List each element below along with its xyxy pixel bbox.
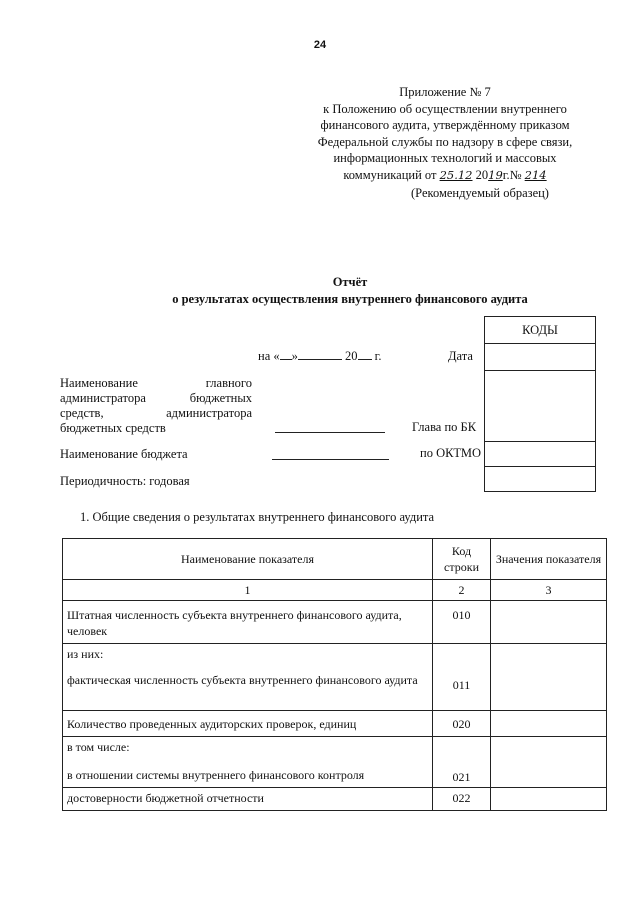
row-name: достоверности бюджетной отчетности xyxy=(63,788,433,811)
handwritten-year: 19 xyxy=(488,167,503,182)
year-suffix: г. xyxy=(374,349,382,363)
date-prefix: на « xyxy=(258,349,280,363)
handwritten-date: 25.12 xyxy=(439,167,473,182)
appendix-line: Приложение № 7 xyxy=(399,85,491,99)
table-row xyxy=(63,601,607,644)
header-indicator-name: Наименование показателя xyxy=(63,539,433,580)
appendix-block xyxy=(280,84,610,183)
year-blank xyxy=(358,359,372,360)
org-name-line: администратора бюджетных xyxy=(60,391,252,405)
column-number: 1 xyxy=(63,580,433,601)
appendix-last-line xyxy=(280,167,610,184)
appendix-line: финансового аудита, утверждённому приказом xyxy=(320,118,570,132)
row-name-pre: из них: xyxy=(67,647,104,661)
row-name: фактическая численность субъекта внутреннего финансового аудита xyxy=(67,673,418,687)
column-number: 2 xyxy=(433,580,491,601)
org-name-blank xyxy=(275,432,385,433)
org-name-line: Наименование главного xyxy=(60,376,252,390)
report-date-line xyxy=(258,349,381,364)
row-name-pre: в том числе: xyxy=(67,740,130,754)
table-row xyxy=(63,711,607,737)
header-value: Значения показателя xyxy=(491,539,607,580)
row-name: в отношении системы внутреннего финансового контроля xyxy=(67,768,365,782)
row-value xyxy=(491,737,607,788)
appendix-prefix: коммуникаций от xyxy=(343,167,437,182)
glava-bk-label: Глава по БК xyxy=(412,420,477,434)
year-prefix-form: 20 xyxy=(345,349,358,363)
row-name: Штатная численность субъекта внутреннего финансового аудита, человек xyxy=(63,601,433,644)
table-header-row xyxy=(63,539,607,580)
table-row xyxy=(63,788,607,811)
date-mid: » xyxy=(291,349,298,363)
header-row-code: Код строки xyxy=(433,539,491,580)
code-glava-bk-cell xyxy=(485,371,596,442)
row-name-cell xyxy=(63,737,433,788)
month-blank xyxy=(298,359,342,360)
page-number: 24 xyxy=(313,39,327,51)
row-code: 010 xyxy=(433,601,491,644)
budget-name-label: Наименование бюджета xyxy=(60,447,188,461)
appendix-line: информационных технологий и массовых xyxy=(333,151,557,165)
section-1-title: 1. Общие сведения о результатах внутреннего финансового аудита xyxy=(80,510,435,524)
results-table xyxy=(62,538,607,811)
codes-header: КОДЫ xyxy=(485,317,596,344)
appendix-line: Федеральной службы по надзору в сфере связи, xyxy=(317,134,573,149)
org-name-line: средств, администратора xyxy=(60,406,252,420)
budget-name-blank xyxy=(272,459,389,460)
appendix-line: к Положению об осуществлении внутреннего xyxy=(323,101,567,116)
table-row xyxy=(63,737,607,788)
table-row xyxy=(63,644,607,711)
year-prefix: 20 xyxy=(475,167,489,182)
row-code: 022 xyxy=(433,788,491,811)
periodicity-label: Периодичность: годовая xyxy=(60,474,190,488)
column-number: 3 xyxy=(491,580,607,601)
row-code: 020 xyxy=(433,711,491,737)
org-name-label xyxy=(60,376,252,436)
row-name: Количество проведенных аудиторских проверок, единиц xyxy=(63,711,433,737)
org-name-line: бюджетных средств xyxy=(60,421,166,435)
table-numbering-row xyxy=(63,580,607,601)
row-value xyxy=(491,711,607,737)
code-date-cell xyxy=(485,344,596,371)
number-prefix: г.№ xyxy=(502,167,522,182)
title-line-2: о результатах осуществления внутреннего финансового аудита xyxy=(172,292,528,306)
row-value xyxy=(491,644,607,711)
row-value xyxy=(491,788,607,811)
row-code: 011 xyxy=(433,644,491,711)
recommended-sample-note: (Рекомендуемый образец) xyxy=(411,186,549,200)
codes-table xyxy=(484,316,596,492)
date-label: Дата xyxy=(448,349,473,363)
row-value xyxy=(491,601,607,644)
row-name-cell xyxy=(63,644,433,711)
handwritten-number: 214 xyxy=(524,167,547,182)
code-periodicity-cell xyxy=(485,467,596,492)
oktmo-label: по ОКТМО xyxy=(420,446,482,460)
document-title xyxy=(0,274,640,308)
title-line-1: Отчёт xyxy=(332,275,368,289)
code-oktmo-cell xyxy=(485,442,596,467)
row-code: 021 xyxy=(433,737,491,788)
